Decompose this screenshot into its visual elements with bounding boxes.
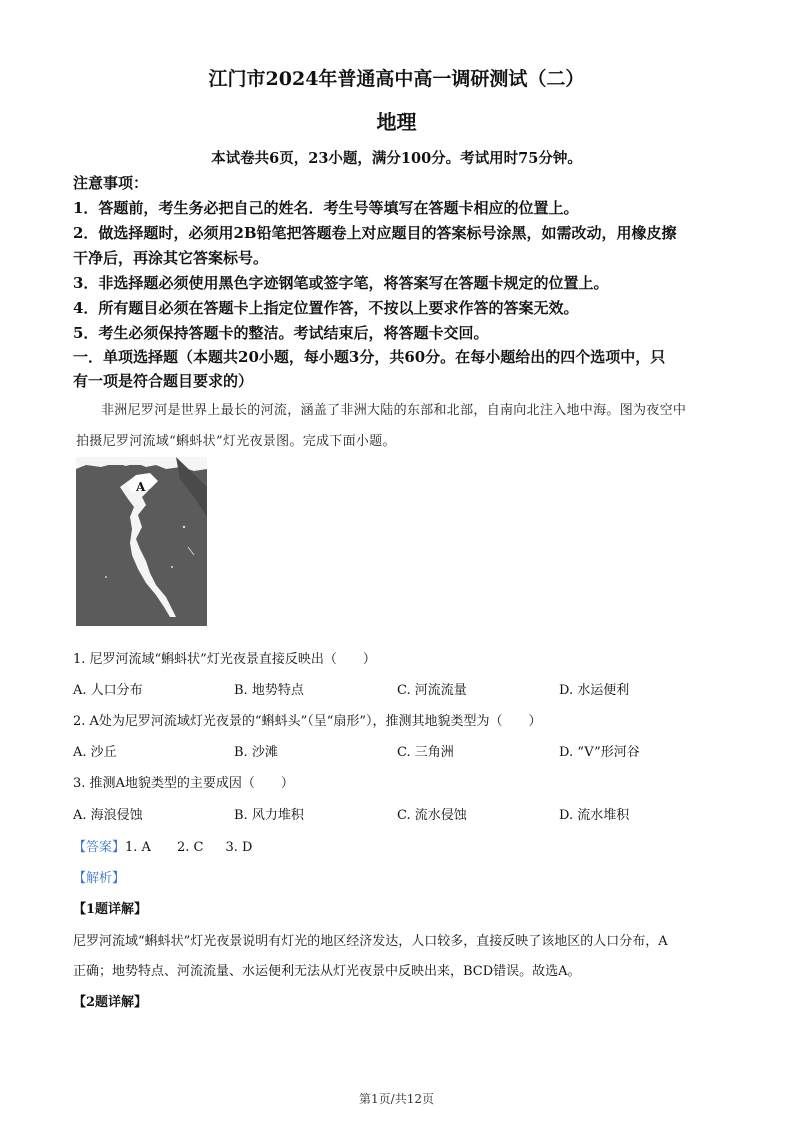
- q3-option-d: D. 流水堆积: [559, 808, 630, 823]
- answer-2: 2. C: [176, 840, 204, 855]
- exam-title: 江门市2024年普通高中高一调研测试（二）: [208, 68, 585, 90]
- exam-summary: 本试卷共6页，23小题，满分100分。考试用时75分钟。: [211, 150, 582, 167]
- subject-title: 地理: [376, 110, 417, 134]
- q2-option-b: B. 沙滩: [234, 745, 278, 760]
- answer-1: 1. A: [125, 840, 151, 855]
- section-heading-cont: 有一项是符合题目要求的）: [73, 372, 254, 390]
- q1-analysis-text-cont: 正确；地势特点、河流流量、水运便利无法从灯光夜景中反映出来，BCD错误。故选A。: [73, 964, 581, 979]
- notice-heading: 注意事项：: [73, 174, 149, 192]
- answer-3: 3. D: [225, 840, 253, 855]
- q3-option-c: C. 流水侵蚀: [397, 808, 467, 823]
- section-heading: 一．单项选择题（本题共20小题，每小题3分，共60分。在每小题给出的四个选项中，只: [73, 348, 666, 366]
- answer-line: [73, 836, 252, 855]
- notice-item: 4．所有题目必须在答题卡上指定位置作答，不按以上要求作答的答案无效。: [73, 299, 579, 317]
- q2-option-d: D. “V”形河谷: [559, 745, 640, 760]
- intro-line: 拍摄尼罗河流域“蝌蚪状”灯光夜景图。完成下面小题。: [76, 434, 396, 449]
- answer-tag: 【答案】: [73, 840, 126, 855]
- notice-item: 干净后，再涂其它答案标号。: [73, 249, 269, 267]
- nile-map-image: [76, 457, 207, 626]
- analysis-tag: 【解析】: [73, 871, 126, 886]
- q3-option-b: B. 风力堆积: [234, 808, 304, 823]
- q2-analysis-heading: 【2题详解】: [73, 995, 148, 1010]
- notice-item: 1．答题前，考生务必把自己的姓名．考生号等填写在答题卡相应的位置上。: [73, 199, 579, 217]
- nile-night-light-figure: [76, 457, 207, 626]
- figure-label-a: A: [136, 480, 146, 494]
- q1-analysis-heading: 【1题详解】: [73, 902, 148, 917]
- question-3-stem: 3. 推测A地貌类型的主要成因（ ）: [73, 776, 294, 791]
- notice-item: 3．非选择题必须使用黑色字迹钢笔或签字笔，将答案写在答题卡规定的位置上。: [73, 274, 609, 292]
- q3-option-a: A. 海浪侵蚀: [73, 808, 143, 823]
- notice-item: 5．考生必须保持答题卡的整洁。考试结束后，将答题卡交回。: [73, 324, 489, 342]
- q1-option-b: B. 地势特点: [234, 683, 304, 698]
- q1-option-d: D. 水运便利: [559, 683, 630, 698]
- question-1-stem: 1. 尼罗河流域“蝌蚪状”灯光夜景直接反映出（ ）: [73, 652, 376, 667]
- page-number: 第1页/共12页: [359, 1092, 434, 1106]
- question-2-stem: 2. A处为尼罗河流域灯光夜景的“蝌蚪头”（呈“扇形”），推测其地貌类型为（ ）: [73, 714, 542, 729]
- q1-analysis-text: 尼罗河流域“蝌蚪状”灯光夜景说明有灯光的地区经济发达，人口较多，直接反映了该地区的人口分布，A: [73, 934, 668, 949]
- notice-item: 2．做选择题时，必须用2B铅笔把答题卷上对应题目的答案标号涂黑，如需改动，用橡皮擦: [73, 224, 677, 242]
- q2-option-a: A. 沙丘: [73, 745, 117, 760]
- intro-line: 非洲尼罗河是世界上最长的河流，涵盖了非洲大陆的东部和北部，自南向北注入地中海。图为夜空中: [101, 403, 687, 418]
- q2-option-c: C. 三角洲: [397, 745, 454, 760]
- q1-option-a: A. 人口分布: [73, 683, 143, 698]
- q1-option-c: C. 河流流量: [397, 683, 467, 698]
